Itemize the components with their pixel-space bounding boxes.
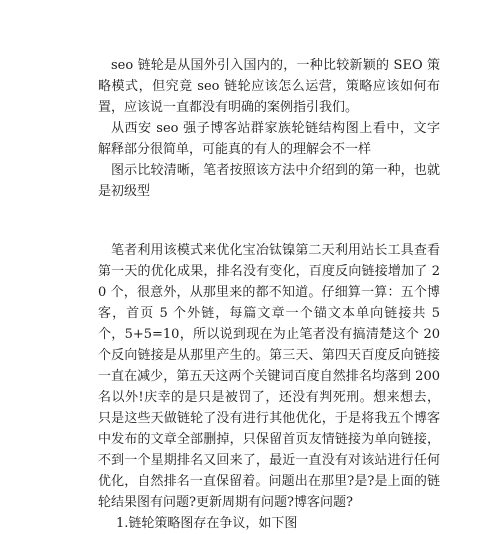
main-section bbox=[98, 240, 440, 534]
image-gap bbox=[98, 202, 440, 240]
paragraph-diagram-note: 图示比较清晰，笔者按照该方法中介绍到的第一种，也就是初级型 bbox=[98, 163, 440, 199]
paragraph-main: 笔者利用该模式来优化宝冶钛镍第二天利用站长工具查看第一天的优化成果，排名没有变化，百度反向链接增加了 20 个，很意外，从那里来的都不知道。仔细算一算：五个博客，首页 5 个外链，每篇文章一个锚文本单向链接共 5 个，5+5=10，所以说到现在为止笔者没有搞清楚这个 20 个反向链接是从那里产生的。第三天、第四天百度反向链接一直在减少，第五天这两个关键词百度自然排名均落到 200 名以外!庆幸的是只是被罚了，还没有判死刑。想来想去，只是这些天做链轮了没有进行其他优化，于是将我五个博客中发布的文章全部删掉，只保留首页友情链接为单向链接，不到一个星期排名又回来了，最近一直没有对该站进行任何优化，自然排名一直保留着。问题出在那里?是?是上面的链轮结果图有问题?更新周期有问题?博客问题? bbox=[98, 243, 440, 510]
intro-section bbox=[98, 55, 440, 202]
list-item-1: 1.链轮策略图存在争议，如下图 bbox=[116, 516, 298, 531]
paragraph-intro: seo 链轮是从国外引入国内的，一种比较新颖的 SEO 策略模式，但究竟 seo 链轮应该怎么运营，策略应该如何布置，应该说一直都没有明确的案例指引我们。 bbox=[98, 58, 440, 115]
paragraph-structure-note: 从西安 seo 强子博客站群家族轮链结构图上看中，文字解释部分很简单，可能真的有人的理解会不一样 bbox=[98, 121, 440, 157]
